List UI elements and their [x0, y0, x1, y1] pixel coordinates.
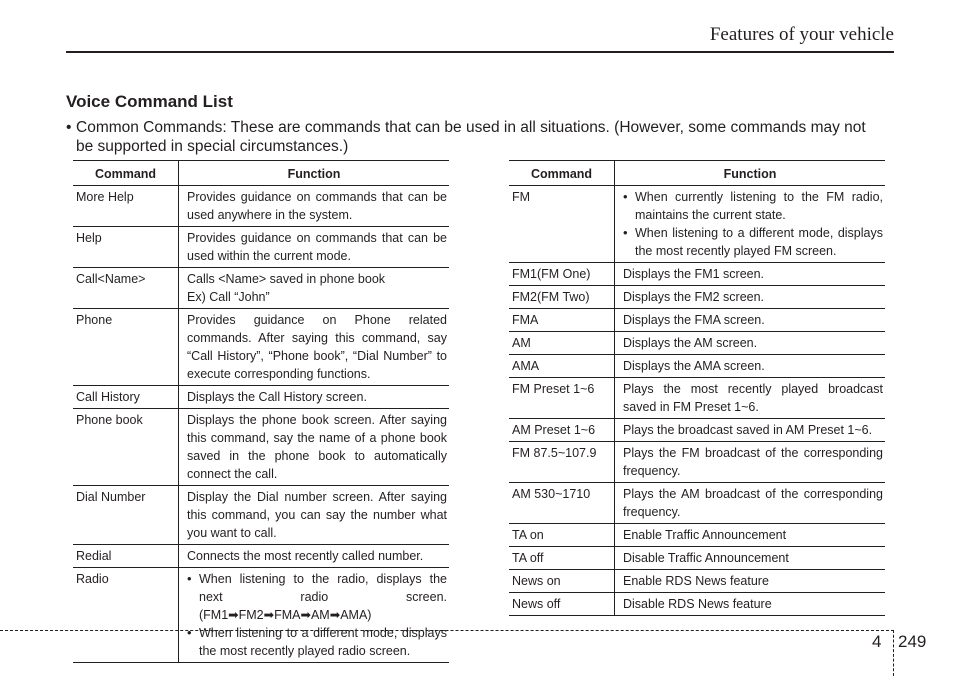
command-cell: TA off: [509, 547, 615, 570]
table-row: [509, 263, 885, 286]
command-cell: AM: [509, 332, 615, 355]
function-cell: Plays the FM broadcast of the corresponding frequency.: [615, 442, 886, 483]
table-row: [509, 286, 885, 309]
table-row: [509, 524, 885, 547]
command-cell: More Help: [73, 186, 179, 227]
page-number: 249: [898, 632, 927, 651]
command-cell: AM 530~1710: [509, 483, 615, 524]
chapter-number: 4: [872, 632, 882, 651]
command-cell: Call History: [73, 386, 179, 409]
command-cell: News off: [509, 593, 615, 616]
command-cell: TA on: [509, 524, 615, 547]
intro-line-1: Common Commands: These are commands that can be used in all situations. (However, some commands may not: [76, 119, 866, 136]
command-cell: FM1(FM One): [509, 263, 615, 286]
table-row: [509, 593, 885, 616]
bullet-text: When currently listening to the FM radio, maintains the current state.: [635, 190, 883, 222]
function-cell: Displays the FM1 screen.: [615, 263, 886, 286]
table-row: [509, 309, 885, 332]
function-cell: Plays the broadcast saved in AM Preset 1~6.: [615, 419, 886, 442]
table-row: [73, 268, 449, 309]
running-header-title: Features of your vehicle: [709, 24, 894, 45]
command-cell: News on: [509, 570, 615, 593]
table-row: [509, 378, 885, 419]
command-cell: Call<Name>: [73, 268, 179, 309]
footer-divider: [893, 630, 894, 676]
table-row: [509, 355, 885, 378]
bullet-dot-icon: •: [623, 189, 628, 204]
command-cell: FM: [509, 186, 615, 263]
right-header-command: Command: [509, 161, 615, 186]
table-row: [73, 227, 449, 268]
function-text: Calls <Name> saved in phone book: [187, 272, 386, 286]
intro-bullet-icon: •: [66, 119, 72, 136]
function-cell: Displays the FMA screen.: [615, 309, 886, 332]
table-row: [73, 309, 449, 386]
function-cell: Displays the AM screen.: [615, 332, 886, 355]
function-cell: Provides guidance on Phone related commands. After saying this command, say “Call History”, “Phone book”, “Dial Number” to execute corresponding functions.: [179, 309, 450, 386]
bullet-item: [623, 188, 883, 224]
intro-line-2: be supported in special circumstances.): [76, 138, 349, 155]
function-cell: Provides guidance on commands that can be used within the current mode.: [179, 227, 450, 268]
command-cell: FMA: [509, 309, 615, 332]
function-cell: [179, 568, 450, 663]
function-cell: Provides guidance on commands that can be used anywhere in the system.: [179, 186, 450, 227]
bullet-text: When listening to a different mode, displays the most recently played radio screen.: [199, 626, 447, 658]
command-cell: AM Preset 1~6: [509, 419, 615, 442]
command-cell: AMA: [509, 355, 615, 378]
function-cell: Displays the phone book screen. After saying this command, say the name of a phone book saved in the phone book to automatically connect the call.: [179, 409, 450, 486]
table-row: [73, 386, 449, 409]
table-row: [73, 186, 449, 227]
table-row: [509, 570, 885, 593]
table-row: [509, 332, 885, 355]
bullet-dot-icon: •: [623, 225, 628, 240]
command-cell: FM2(FM Two): [509, 286, 615, 309]
left-command-table: [73, 160, 449, 663]
left-header-function: Function: [179, 161, 450, 186]
left-header-command: Command: [73, 161, 179, 186]
function-cell: Disable RDS News feature: [615, 593, 886, 616]
table-row: [509, 547, 885, 570]
command-cell: FM 87.5~107.9: [509, 442, 615, 483]
table-row: [73, 545, 449, 568]
function-cell: Enable RDS News feature: [615, 570, 886, 593]
bullet-dot-icon: •: [187, 571, 192, 586]
section-title: Voice Command List: [66, 92, 233, 111]
table-row: [509, 419, 885, 442]
command-cell: Dial Number: [73, 486, 179, 545]
footer-rule: [0, 630, 894, 631]
command-cell: Help: [73, 227, 179, 268]
bullet-dot-icon: •: [187, 625, 192, 640]
table-row: [509, 483, 885, 524]
function-cell: [615, 186, 886, 263]
table-row: [509, 186, 885, 263]
table-row: [73, 486, 449, 545]
function-cell: Connects the most recently called number.: [179, 545, 450, 568]
function-cell: Plays the AM broadcast of the corresponding frequency.: [615, 483, 886, 524]
function-cell: Displays the Call History screen.: [179, 386, 450, 409]
intro-paragraph: [66, 118, 900, 156]
right-command-table: [509, 160, 885, 616]
bullet-item: [187, 570, 447, 624]
function-cell: Disable Traffic Announcement: [615, 547, 886, 570]
header-rule: [66, 51, 894, 53]
command-cell: Redial: [73, 545, 179, 568]
command-cell: Radio: [73, 568, 179, 663]
table-row: [509, 442, 885, 483]
table-row: [73, 568, 449, 663]
function-cell: Plays the most recently played broadcast saved in FM Preset 1~6.: [615, 378, 886, 419]
bullet-item: [623, 224, 883, 260]
function-example: Ex) Call “John”: [187, 290, 270, 304]
bullet-text: When listening to the radio, displays the next radio screen. (FM1➡FM2➡FMA➡AM➡AMA): [199, 572, 447, 622]
function-cell: Displays the AMA screen.: [615, 355, 886, 378]
command-cell: Phone: [73, 309, 179, 386]
right-header-function: Function: [615, 161, 886, 186]
table-row: [73, 409, 449, 486]
function-cell: [179, 268, 450, 309]
function-cell: Enable Traffic Announcement: [615, 524, 886, 547]
command-cell: Phone book: [73, 409, 179, 486]
bullet-text: When listening to a different mode, displays the most recently played FM screen.: [635, 226, 883, 258]
command-cell: FM Preset 1~6: [509, 378, 615, 419]
function-cell: Displays the FM2 screen.: [615, 286, 886, 309]
function-cell: Display the Dial number screen. After saying this command, you can say the number what you want to call.: [179, 486, 450, 545]
